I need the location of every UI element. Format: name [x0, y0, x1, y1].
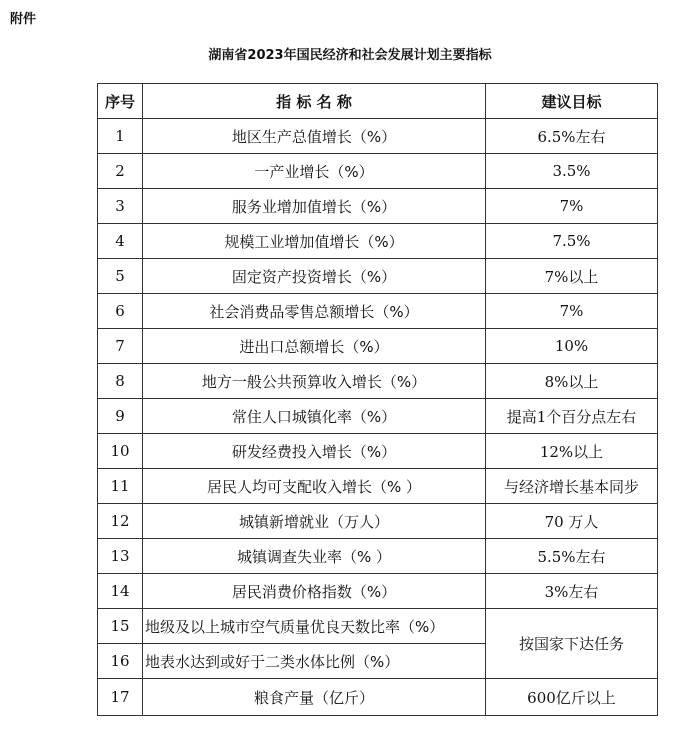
- row-number: 14: [98, 574, 143, 609]
- indicator-name: 服务业增加值增长（%）: [143, 189, 486, 224]
- row-number: 7: [98, 329, 143, 364]
- indicator-name: 粮食产量（亿斤）: [143, 679, 486, 716]
- attachment-label: 附件: [10, 12, 37, 27]
- indicator-name: 进出口总额增长（%）: [143, 329, 486, 364]
- indicator-target: 8%以上: [486, 364, 658, 399]
- indicator-name: 地级及以上城市空气质量优良天数比率（%）: [143, 609, 486, 644]
- indicator-target: 7%: [486, 189, 658, 224]
- row-number: 11: [98, 469, 143, 504]
- indicator-name: 居民人均可支配收入增长（% ）: [143, 469, 486, 504]
- row-number: 6: [98, 294, 143, 329]
- indicator-target: 与经济增长基本同步: [486, 469, 658, 504]
- row-number: 9: [98, 399, 143, 434]
- row-number: 3: [98, 189, 143, 224]
- document-title: 湖南省2023年国民经济和社会发展计划主要指标: [208, 48, 492, 63]
- table-row: [98, 574, 658, 609]
- indicator-target: 5.5%左右: [486, 539, 658, 574]
- column-header-target: 建议目标: [486, 84, 658, 119]
- table-row: [98, 609, 658, 644]
- indicator-name: 地区生产总值增长（%）: [143, 119, 486, 154]
- table-row: [98, 329, 658, 364]
- row-number: 5: [98, 259, 143, 294]
- table-row: [98, 294, 658, 329]
- table-header-row: [98, 84, 658, 119]
- row-number: 16: [98, 644, 143, 679]
- table-row: [98, 224, 658, 259]
- indicator-target: 10%: [486, 329, 658, 364]
- row-number: 4: [98, 224, 143, 259]
- table-row: [98, 189, 658, 224]
- table-row: [98, 504, 658, 539]
- indicator-target: 7.5%: [486, 224, 658, 259]
- row-number: 1: [98, 119, 143, 154]
- row-number: 8: [98, 364, 143, 399]
- indicator-name: 规模工业增加值增长（%）: [143, 224, 486, 259]
- indicator-name: 研发经费投入增长（%）: [143, 434, 486, 469]
- indicator-name: 社会消费品零售总额增长（%）: [143, 294, 486, 329]
- indicator-name: 地方一般公共预算收入增长（%）: [143, 364, 486, 399]
- indicator-target: 3%左右: [486, 574, 658, 609]
- indicator-name: 居民消费价格指数（%）: [143, 574, 486, 609]
- indicator-target: 70 万人: [486, 504, 658, 539]
- indicator-target: 提高1个百分点左右: [486, 399, 658, 434]
- indicator-name: 常住人口城镇化率（%）: [143, 399, 486, 434]
- table-row: [98, 679, 658, 716]
- table-row: [98, 539, 658, 574]
- row-number: 13: [98, 539, 143, 574]
- row-number: 2: [98, 154, 143, 189]
- indicator-target: 7%: [486, 294, 658, 329]
- table-row: [98, 119, 658, 154]
- indicator-name: 城镇调查失业率（% ）: [143, 539, 486, 574]
- indicator-target: 3.5%: [486, 154, 658, 189]
- indicator-name: 固定资产投资增长（%）: [143, 259, 486, 294]
- indicator-target: 7%以上: [486, 259, 658, 294]
- indicator-name: 城镇新增就业（万人）: [143, 504, 486, 539]
- indicator-target: 按国家下达任务: [486, 609, 658, 679]
- table-row: [98, 399, 658, 434]
- row-number: 17: [98, 679, 143, 716]
- indicator-name: 地表水达到或好于二类水体比例（%）: [143, 644, 486, 679]
- table-row: [98, 434, 658, 469]
- row-number: 10: [98, 434, 143, 469]
- indicator-target: 600亿斤以上: [486, 679, 658, 716]
- indicator-target: 12%以上: [486, 434, 658, 469]
- row-number: 15: [98, 609, 143, 644]
- indicators-table: [97, 83, 658, 716]
- column-header-name: 指 标 名 称: [143, 84, 486, 119]
- table-row: [98, 154, 658, 189]
- table-row: [98, 259, 658, 294]
- table-row: [98, 364, 658, 399]
- column-header-no: 序号: [98, 84, 143, 119]
- indicator-target: 6.5%左右: [486, 119, 658, 154]
- table-row: [98, 469, 658, 504]
- indicator-name: 一产业增长（%）: [143, 154, 486, 189]
- row-number: 12: [98, 504, 143, 539]
